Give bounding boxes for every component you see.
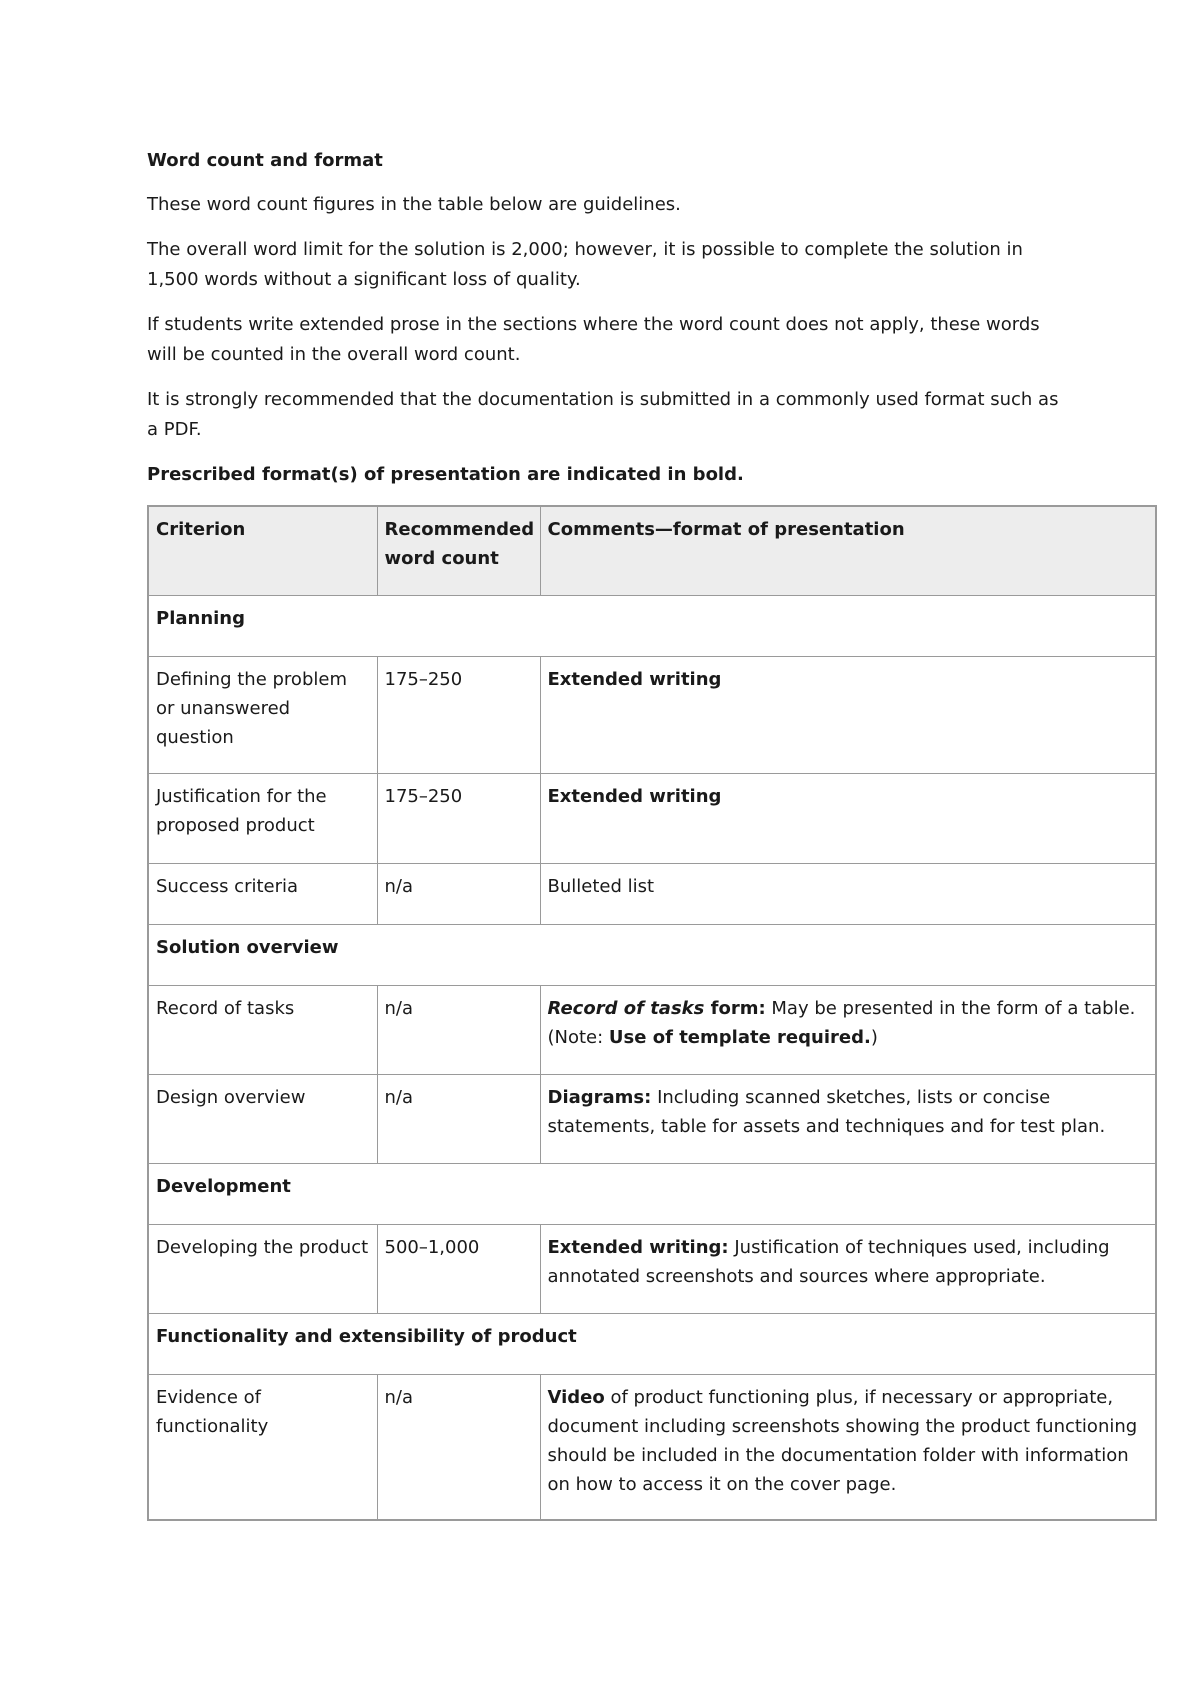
table-row [148, 1075, 1156, 1164]
note-open: (Note: [547, 1027, 609, 1048]
section-row-development [148, 1164, 1156, 1225]
section-row-functionality [148, 1314, 1156, 1375]
prescribed-format-note: Prescribed format(s) of presentation are indicated in bold. [147, 464, 744, 485]
table-header-row [148, 506, 1156, 596]
comment-text: of product functioning plus, if necessary or appropriate, document including screenshots showing the product functioning should be included in the documentation folder with information on how to access it on the cover page. [547, 1387, 1138, 1495]
comment-bold-italic: Record of tasks [547, 998, 705, 1019]
section-row-solution-overview [148, 925, 1156, 986]
comment-bold: Diagrams: [547, 1087, 652, 1108]
document-page [147, 146, 1157, 1521]
comments-cell [540, 1375, 1156, 1521]
header-word-count: Recommended word count [377, 506, 540, 596]
section-heading: Word count and format [147, 150, 383, 171]
section-label: Functionality and extensibility of product [148, 1314, 1156, 1375]
table-row [148, 1225, 1156, 1314]
word-count-cell: n/a [377, 1375, 540, 1521]
word-count-cell: n/a [377, 864, 540, 925]
criteria-table [147, 505, 1157, 1521]
comment-bold: Video [547, 1387, 605, 1408]
comments-cell [540, 986, 1156, 1075]
table-row [148, 1375, 1156, 1521]
comments-cell [540, 774, 1156, 864]
section-row-planning [148, 596, 1156, 657]
table-row [148, 864, 1156, 925]
comment-text: May be presented in the form of a table. [765, 998, 1136, 1019]
table-row [148, 986, 1156, 1075]
section-label: Development [148, 1164, 1156, 1225]
word-count-cell: 175–250 [377, 774, 540, 864]
section-label: Planning [148, 596, 1156, 657]
criterion-cell: Evidence of functionality [148, 1375, 377, 1521]
comment-bold: Extended writing: [547, 1237, 729, 1258]
comments-cell: Bulleted list [540, 864, 1156, 925]
comment-bold: form: [704, 998, 766, 1019]
paragraph-word-limit: The overall word limit for the solution is 2,000; however, it is possible to complete the solution in 1,500 words without a significant loss of quality. [147, 239, 1023, 290]
comment-text: Justification of techniques used, including annotated screenshots and sources where appropriate. [547, 1237, 1110, 1287]
word-count-cell: n/a [377, 986, 540, 1075]
comment-bold: Extended writing [547, 669, 722, 690]
table-row [148, 657, 1156, 774]
criterion-cell: Defining the problem or unanswered question [148, 657, 377, 774]
header-comments: Comments—format of presentation [540, 506, 1156, 596]
paragraph-format-recommendation: It is strongly recommended that the documentation is submitted in a commonly used format such as a PDF. [147, 389, 1059, 440]
header-criterion: Criterion [148, 506, 377, 596]
criterion-cell: Success criteria [148, 864, 377, 925]
word-count-cell: n/a [377, 1075, 540, 1164]
comments-cell [540, 657, 1156, 774]
criterion-cell: Justification for the proposed product [148, 774, 377, 864]
word-count-cell: 175–250 [377, 657, 540, 774]
table-row [148, 774, 1156, 864]
paragraph-extended-prose: If students write extended prose in the sections where the word count does not apply, these words will be counted in the overall word count. [147, 314, 1040, 365]
section-label: Solution overview [148, 925, 1156, 986]
criterion-cell: Design overview [148, 1075, 377, 1164]
criterion-cell: Developing the product [148, 1225, 377, 1314]
criterion-cell: Record of tasks [148, 986, 377, 1075]
note-close: ) [870, 1027, 878, 1048]
comments-cell [540, 1225, 1156, 1314]
comment-text: Including scanned sketches, lists or concise statements, table for assets and techniques and for test plan. [547, 1087, 1106, 1137]
comments-cell [540, 1075, 1156, 1164]
comment-bold: Extended writing [547, 786, 722, 807]
paragraph-guidelines: These word count figures in the table below are guidelines. [147, 194, 681, 215]
word-count-cell: 500–1,000 [377, 1225, 540, 1314]
note-bold: Use of template required. [608, 1027, 871, 1048]
